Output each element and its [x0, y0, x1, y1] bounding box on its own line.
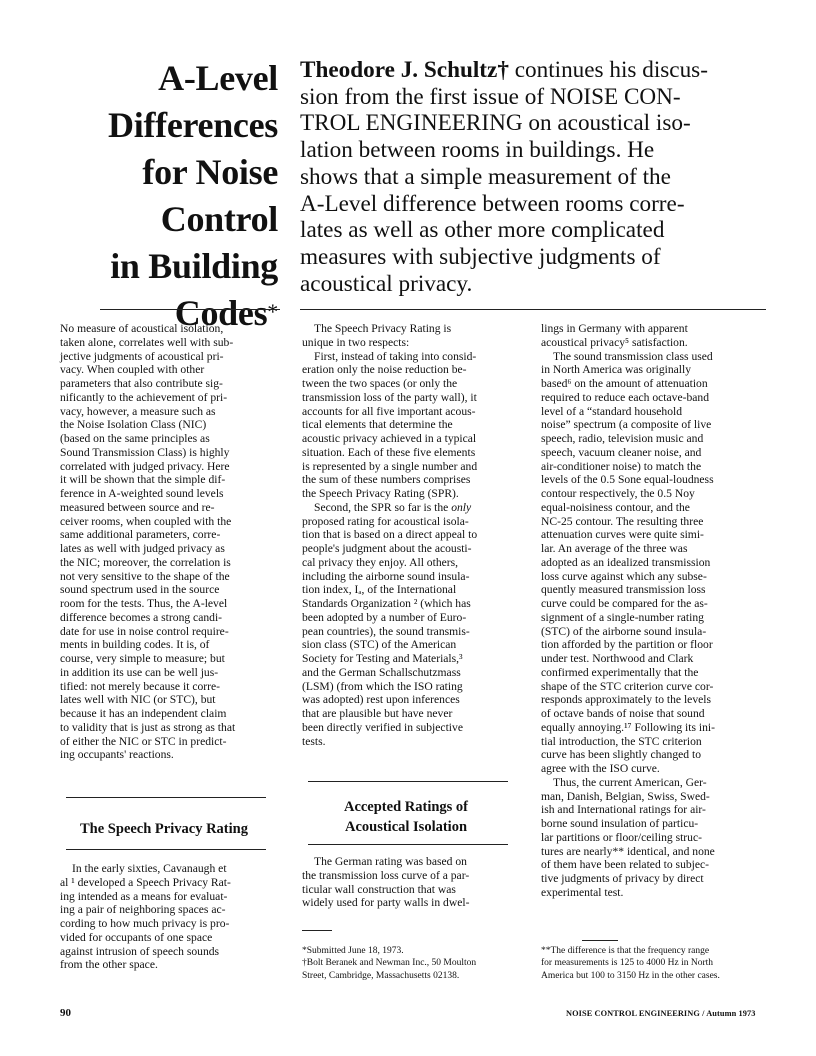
text-line: jective judgments of acoustical pri- [60, 349, 224, 363]
text-line: ing intended as a means for evaluat- [60, 889, 228, 903]
header-rule-left [100, 309, 280, 310]
text-line: tified: not merely because it corre- [60, 679, 220, 693]
text-line: level of a “standard household [541, 404, 683, 418]
text-line: was adopted) rest upon inferences [302, 693, 460, 707]
text-line: lings in Germany with apparent [541, 322, 688, 335]
title-line: A-Level [158, 58, 278, 98]
text-line: accounts for all five important acous- [302, 404, 476, 418]
header-rule-right [300, 309, 766, 310]
text-line: correlated with judged privacy. Here [60, 459, 230, 473]
text-line: sound spectrum used in the source [60, 583, 220, 597]
text-line: of either the NIC or STC in predict- [60, 734, 227, 748]
text-line: is represented by a single number and [302, 459, 478, 473]
text-line: lates as well with judged privacy as [60, 542, 225, 555]
text-line: tion afforded by the partition or floor [541, 638, 713, 652]
text-line: tures are nearly** identical, and none [541, 844, 715, 858]
footnote-line: †Bolt Beranek and Newman Inc., 50 Moulton [302, 958, 477, 969]
body-column-1 [60, 322, 268, 762]
abstract-line: Theodore J. Schultz† continues his discus- [300, 57, 708, 83]
text-line: acoustic privacy achieved in a typical [302, 432, 477, 445]
text-line: tests. [302, 734, 326, 748]
abstract-line: acoustical privacy. [300, 270, 473, 297]
text-line: adopted as an idealized transmission [541, 555, 711, 569]
text-line: tial introduction, the STC criterion [541, 734, 702, 748]
text-line: curve could be compared for the as- [541, 597, 708, 610]
text-line: Second, the SPR so far is the only [314, 500, 472, 514]
text-line: Thus, the current American, Ger- [553, 775, 707, 789]
section-rule [66, 849, 266, 850]
text-line: al ¹ developed a Speech Privacy Rat- [60, 875, 231, 889]
text-line: of octave bands of noise that sound [541, 707, 705, 720]
text-line: from the other space. [60, 958, 158, 972]
text-line: nificantly to the achievement of pri- [60, 390, 228, 404]
text-line: Standards Organization ² (which has [302, 597, 471, 610]
text-line: noise” spectrum (a composite of live [541, 418, 712, 432]
abstract-line: A-Level difference between rooms corre- [300, 190, 685, 217]
text-line: signment of a single-number rating [541, 610, 704, 624]
text-line: contour respectively, the 0.5 Noy [541, 487, 695, 500]
text-line: room for the tests. Thus, the A-level [60, 597, 228, 610]
text-line: tween the two spaces (or only the [302, 377, 458, 390]
text-line: No measure of acoustical isolation, [60, 322, 224, 335]
text-line: been adopted by a number of Euro- [302, 610, 467, 624]
text-line: (LSM) (from which the ISO rating [302, 679, 463, 693]
text-line: parameters that also contribute sig- [60, 377, 223, 390]
text-line: The sound transmission class used [553, 349, 713, 363]
text-line: the sum of these numbers comprises [302, 473, 471, 487]
text-line: in North America was originally [541, 363, 692, 377]
text-line: the NIC; moreover, the correlation is [60, 555, 231, 569]
intro-paragraph [60, 322, 268, 762]
abstract-line: lates as well as other more complicated [300, 217, 665, 244]
title-line: Codes* [174, 293, 278, 333]
text-line: lar. An average of the three was [541, 542, 688, 555]
text-line: shape of the STC criterion curve cor- [541, 679, 714, 693]
footnote-rule [582, 940, 618, 941]
title-line: in Building [110, 246, 278, 286]
footnote-line: Street, Cambridge, Massachusetts 02138. [302, 970, 460, 981]
section-heading-accepted-ratings [302, 797, 510, 837]
text-line: the Noise Isolation Class (NIC) [60, 418, 207, 432]
text-line: NC-25 contour. The resulting three [541, 514, 704, 528]
title-line: Control [160, 199, 278, 239]
page-number: 90 [60, 1007, 71, 1019]
text-line: First, instead of taking into consid- [314, 349, 477, 363]
text-line: because it has an independent claim [60, 707, 227, 720]
text-line: the transmission loss curve of a par- [302, 868, 470, 882]
text-line: The Speech Privacy Rating is [314, 322, 452, 335]
text-line: Society for Testing and Materials,³ [302, 652, 463, 665]
text-line: ticular wall construction that was [302, 882, 456, 896]
text-line: confirmed experimentally that the [541, 665, 699, 679]
footnote-line: for measurements is 125 to 4000 Hz in North [541, 958, 714, 969]
text-line: ing occupants' reactions. [60, 748, 174, 762]
text-line: vacy. When coupled with other [60, 363, 205, 377]
footnotes-column-3 [541, 945, 720, 982]
text-line: cal privacy they enjoy. All others, [302, 555, 459, 569]
abstract-line: TROL ENGINEERING on acoustical iso- [300, 110, 691, 137]
text-line: cording to how much privacy is pro- [60, 917, 230, 930]
text-line: air-conditioner noise) to match the [541, 459, 702, 473]
body-column-2 [302, 322, 510, 748]
text-line: measured between source and re- [60, 500, 215, 514]
text-line: lates well with NIC (or STC), but [60, 693, 216, 707]
text-line: Sound Transmission Class) is highly [60, 445, 230, 459]
heading-line: Accepted Ratings of [343, 799, 469, 815]
body-column-2-section [302, 855, 510, 910]
running-footer: NOISE CONTROL ENGINEERING / Autumn 1973 [566, 1009, 756, 1018]
text-line: situation. Each of these five elements [302, 445, 476, 459]
text-line: loss curve against which any subse- [541, 569, 707, 583]
abstract-line: sion from the first issue of NOISE CON- [300, 83, 681, 110]
text-line: ing a pair of neighboring spaces ac- [60, 903, 226, 917]
abstract-line: lation between rooms in buildings. He [300, 137, 655, 164]
text-line: based⁶ on the amount of attenuation [541, 377, 708, 390]
abstract-line: shows that a simple measurement of the [300, 163, 671, 190]
footnote-line: America but 100 to 3150 Hz in the other cases. [541, 970, 720, 981]
section-rule [308, 844, 508, 845]
text-line: equal-noisiness contour, and the [541, 500, 690, 514]
text-line: difference becomes a strong candi- [60, 610, 223, 624]
text-line: levels of the 0.5 Sone equal-loudness [541, 473, 714, 487]
text-line: experimental test. [541, 885, 624, 899]
text-line: agree with the ISO curve. [541, 762, 660, 775]
text-line: people's judgment about the acousti- [302, 542, 472, 555]
text-line: tive judgments of privacy by direct [541, 872, 704, 885]
emphasis-only: only [451, 500, 472, 514]
text-line: the Speech Privacy Rating (SPR). [302, 487, 459, 500]
text-line: pean countries), the sound transmis- [302, 624, 470, 638]
text-line: in addition its use can be well jus- [60, 665, 219, 679]
text-line: course, very simple to measure; but [60, 652, 225, 665]
text-line: The German rating was based on [314, 855, 467, 868]
text-line: it will be shown that the simple dif- [60, 473, 226, 487]
text-line: responds approximately to the levels [541, 693, 712, 707]
text-line: ish and International ratings for air- [541, 803, 706, 817]
body-column-1-section [60, 862, 268, 972]
author-name: Theodore J. Schultz† [300, 57, 509, 83]
text-line: of them have been related to subjec- [541, 858, 710, 872]
text-line: taken alone, correlates well with sub- [60, 335, 234, 349]
article-abstract [300, 57, 766, 297]
text-line: transmission loss of the party wall), it [302, 390, 477, 404]
title-line: Differences [108, 105, 278, 145]
title-line: for Noise [142, 152, 278, 192]
footnote-rule [302, 930, 332, 931]
text-line: tion index, Iₐ, of the International [302, 583, 457, 597]
footnote-line: *Submitted June 18, 1973. [302, 946, 404, 956]
text-line: tion that is based on a direct appeal to [302, 528, 478, 542]
text-line: lar partitions or floor/ceiling struc- [541, 830, 702, 844]
text-line: date for use in noise control require- [60, 624, 229, 638]
text-line: equally annoying.¹⁷ Following its ini- [541, 720, 716, 734]
text-line: speech, radio, television music and [541, 432, 704, 445]
text-line: to validity that is just as strong as that [60, 720, 236, 734]
text-line: (based on the same principles as [60, 432, 210, 445]
text-line: unique in two respects: [302, 335, 410, 349]
text-line: In the early sixties, Cavanaugh et [72, 862, 227, 875]
text-line: and the German Schallschutzmass [302, 665, 461, 679]
article-title [60, 55, 278, 337]
text-line: against intrusion of speech sounds [60, 944, 220, 958]
text-line: same additional parameters, corre- [60, 528, 221, 542]
text-line: vacy, however, a measure such as [60, 404, 216, 418]
text-line: vided for occupants of one space [60, 930, 213, 944]
text-line: borne sound insulation of particu- [541, 817, 699, 830]
text-line: quently measured transmission loss [541, 583, 706, 597]
text-line: acoustical privacy⁵ satisfaction. [541, 335, 688, 349]
text-line: tical elements that determine the [302, 418, 453, 432]
text-line: sion class (STC) of the American [302, 638, 457, 652]
footnote-line: **The difference is that the frequency range [541, 946, 710, 956]
text-line: (STC) of the airborne sound insula- [541, 624, 707, 638]
text-line: including the airborne sound insula- [302, 569, 470, 583]
section-heading-block [60, 819, 268, 839]
abstract-line: measures with subjective judgments of [300, 243, 661, 270]
text-line: man, Danish, Belgian, Swiss, Swed- [541, 789, 710, 803]
section-heading-block [302, 797, 510, 837]
title-footnote-mark: * [267, 299, 278, 324]
text-line: required to reduce each octave-band [541, 390, 710, 404]
body-column-3 [541, 322, 749, 900]
text-line: not very sensitive to the shape of the [60, 569, 230, 583]
heading-line: Acoustical Isolation [344, 819, 468, 835]
text-line: attenuation curves were quite simi- [541, 528, 704, 542]
section-rule [66, 797, 266, 798]
text-line: been directly verified in subjective [302, 720, 463, 734]
text-line: proposed rating for acoustical isola- [302, 514, 469, 528]
footnotes-column-2 [302, 945, 476, 982]
section-heading-speech-privacy: The Speech Privacy Rating [80, 821, 248, 837]
text-line: widely used for party walls in dwel- [302, 896, 470, 910]
text-line: that are plausible but have never [302, 707, 453, 720]
text-line: speech, vacuum cleaner noise, and [541, 445, 702, 459]
text-line: curve has been slightly changed to [541, 748, 702, 762]
text-line: ference in A-weighted sound levels [60, 487, 224, 500]
section-rule [308, 781, 508, 782]
text-line: under test. Northwood and Clark [541, 652, 694, 665]
text-line: eration only the noise reduction be- [302, 363, 467, 377]
text-line: ments in building codes. It is, of [60, 638, 210, 652]
text-line: ceiver rooms, when coupled with the [60, 514, 232, 528]
